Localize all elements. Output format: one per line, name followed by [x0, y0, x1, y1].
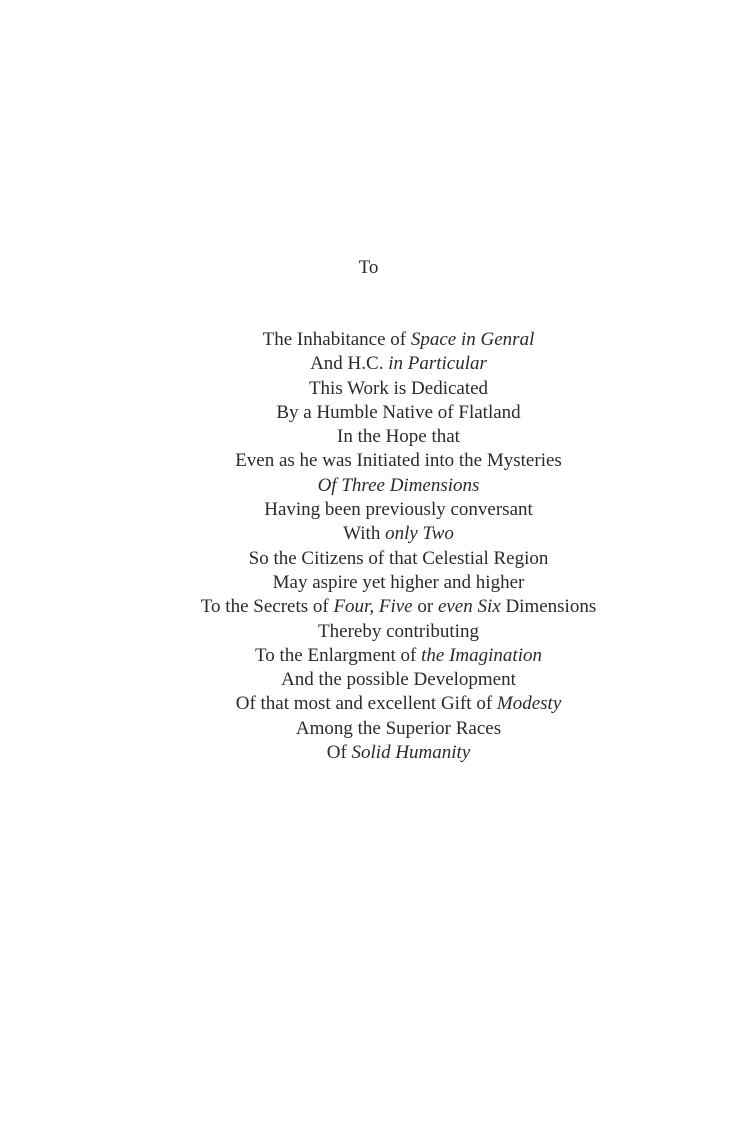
text-segment: To the Enlargment of [255, 644, 422, 666]
text-segment: Having been previously conversant [264, 499, 533, 521]
italic-phrase: Of Three Dimensions [317, 474, 480, 496]
text-segment: And the possible Development [281, 669, 516, 691]
text-segment: or [412, 596, 438, 618]
dedication-line [50, 474, 737, 498]
italic-phrase: Solid Humanity [351, 742, 471, 764]
text-segment: With [343, 523, 386, 545]
dedication-line [50, 425, 737, 449]
italic-phrase: Space in Genral [410, 329, 535, 350]
text-segment: Dimensions [500, 596, 597, 618]
italic-phrase: only Two [385, 523, 454, 545]
dedication-line [50, 547, 737, 571]
dedication-line [50, 352, 737, 376]
text-segment: Of that most and excellent Gift of [235, 693, 497, 715]
text-segment: Even as he was Initiated into the Mysteries [235, 450, 562, 472]
text-segment: So the Citizens of that Celestial Region [248, 547, 549, 569]
dedication-line [50, 498, 737, 522]
dedication-line [50, 741, 737, 765]
dedication-line [50, 620, 737, 644]
italic-phrase: the Imagination [421, 644, 542, 666]
dedication-line [50, 571, 737, 595]
italic-phrase: Four, Five [333, 596, 413, 618]
dedication-text [50, 328, 737, 765]
text-segment: Thereby contributing [318, 620, 479, 642]
text-segment: Of [326, 742, 352, 764]
dedication-line [50, 595, 737, 619]
text-segment: By a Humble Native of Flatland [276, 401, 521, 423]
text-segment: May aspire yet higher and higher [272, 571, 525, 593]
dedication-line [50, 328, 737, 352]
italic-phrase: Modesty [496, 693, 562, 715]
dedication-line [50, 449, 737, 473]
dedication-line [50, 522, 737, 546]
dedication-line [50, 401, 737, 425]
dedication-line [50, 644, 737, 668]
italic-phrase: in Particular [388, 353, 487, 375]
text-segment: Among the Superior Races [295, 717, 502, 739]
text-segment: To the Secrets of [200, 596, 334, 618]
text-segment: And H.C. [310, 353, 389, 375]
text-segment: This Work is Dedicated [308, 377, 489, 399]
text-segment: In the Hope that [337, 426, 460, 448]
dedication-line [50, 717, 737, 741]
dedication-line [50, 692, 737, 716]
italic-phrase: even Six [437, 596, 501, 618]
dedication-line [50, 668, 737, 692]
dedication-line [50, 377, 737, 401]
text-segment: The Inhabitance of [262, 329, 411, 350]
dedication-heading: To [358, 257, 379, 278]
